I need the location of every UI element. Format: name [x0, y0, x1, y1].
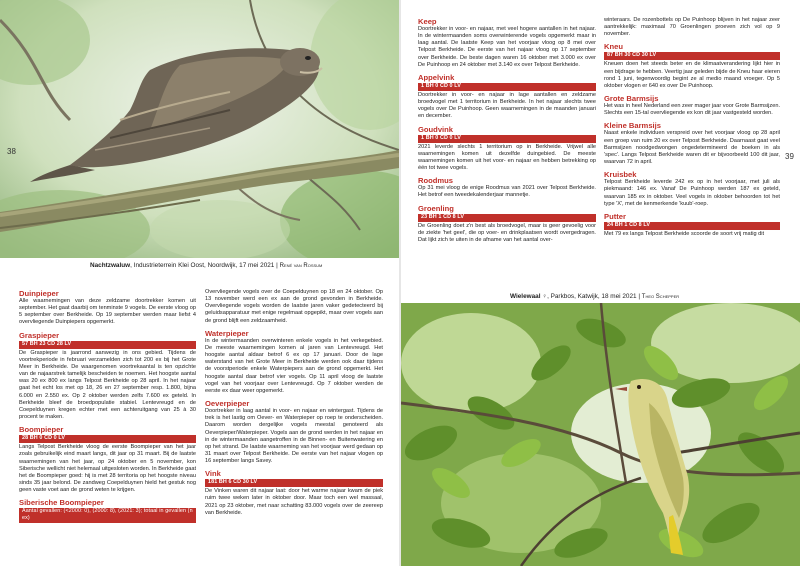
- species-entry-waterpieper: [205, 329, 383, 395]
- species-name: Roodmus: [418, 176, 454, 186]
- species-entry-groenling-cont: [604, 17, 780, 38]
- species-entry-vink: [205, 469, 383, 517]
- photo-nightjar: [0, 0, 399, 258]
- species-name: Appelvink: [418, 72, 455, 82]
- species-entry-roodmus: [418, 176, 596, 199]
- species-stats: 23 BH 1 CD 8 LV: [418, 214, 596, 222]
- species-text: De Vinken waren dit najaar laat: door het warme najaar kwam de piek ruim twee weken later in oktober door. Maar toch een wel massaal, 2021 op 23 oktober, met naar schatting 83.000 vogels over de zeereep van Berkheide.: [205, 488, 383, 516]
- species-name: Groenling: [418, 203, 454, 213]
- species-text: Doortrekker in voor- en najaar, met veel hogere aantallen in het najaar. In de wintermaanden soms overwinterende vogels opgemerkt maar in laag aantal. De laatste Keep van het voorjaar vloog op 8 mei over Telpost Berkheide. De eerste van het najaar vloog op 17 september over Berkheide. De beste dagen waren 16 oktober met 3.000 ex over De Puinhoop en 24 oktober met 3.140 ex over Telpost Berkheide.: [418, 26, 596, 68]
- species-stats: 1 BH 0 CD 0 LV: [418, 83, 596, 91]
- species-name: Putter: [604, 211, 626, 221]
- species-text: Alle waarnemingen van deze zeldzame doortrekker komen uit september. Het gaat daarbij om tenminste 9 vogels. De eerste vloog op 5 september over Berkheide. Op 19 september werden maar liefst 4 overvliegende Duinpiepers opgemerkt.: [19, 298, 196, 326]
- species-entry-siberische-cont: [205, 289, 383, 325]
- species-text: Doortrekker in voor- en najaar in lage aantallen en zeldzame broedvogel met 1 territorium in Berkheide. In het najaar slechts twee vogels over De Puinhoop. Geen waarnemingen in de maanden januari en december.: [418, 91, 596, 120]
- species-entry-oeverpieper: [205, 399, 383, 465]
- species-name: Boompieper: [19, 425, 64, 435]
- column-top-right-1: [418, 17, 596, 248]
- species-text: winteraars. De rozenbottels op De Puinhoop blijven in het najaar zeer aantrekkelijk: maximaal 70 Groenlingen proeven zich vol op 9 november.: [604, 17, 780, 38]
- species-name: Duinpieper: [19, 289, 59, 298]
- species-text: Het was in heel Nederland een zeer mager jaar voor Grote Barmsijzen. Slechts een 15-tal overvliegende ex kon dit jaar vastgesteld worden.: [604, 103, 780, 117]
- species-entry-appelvink: [418, 73, 596, 121]
- caption-oriole: [510, 293, 679, 301]
- species-stats: 28 BH 0 CD 0 LV: [19, 435, 196, 443]
- species-text: Op 31 mei vloog de enige Roodmus van 2021 over Telpost Berkheide. Het betrof een tweedekalenderjaar mannetje.: [418, 185, 596, 199]
- column-top-right-2: [604, 17, 780, 242]
- species-stats: 181 BH 6 CD 30 LV: [205, 479, 383, 487]
- caption-species: Nachtzwaluw: [90, 262, 131, 269]
- species-text: Naast enkele individuen verspreid over het voorjaar vloog op 28 april een groep van ruim 20 ex over Telpost Berkheide. Daarnaast gaat veel Barmsijzen noodgedwongen ongedetermineerd de boeken in als 'spec'. Langs Telpost Berkheide waren dit er bijvoorbeeld 100 dit jaar, waarvan 72 in april.: [604, 130, 780, 166]
- species-text: Doortrekker in laag aantal in voor- en najaar en wintergast. Tijdens de trek is het lastig om Oever- en Waterpieper op roep te onderscheiden. Daarom worden dergelijke vogels meestal genoteerd als Oeverpieper/Waterpieper. Vogels aan de grond werden in het najaar en in de wintermaanden aangetroffen in de Binnen- en Buitenwatering en op het strand. De laatste waarneming van het voorjaar werd gedaan op 31 maart over Telpost Berkheide. De eerste van het najaar vlogen op 16 september langs Savey.: [205, 408, 383, 465]
- species-entry-grote-barmsijs: [604, 94, 780, 117]
- species-text: De Graspieper is jaarrond aanwezig in ons gebied. Tijdens de voortrekperiode in februari verzamelden zich tot 200 ex bij het Grote Meer in Berkheide. De waargenomen voortrekaantal is ten opzichte van de najaarstrek tamelijk bescheiden te noemen. Het hoogste aantal was 20 ex 800 ex langs Telpost Berkheide op 28 april. In het najaar gaat het echt los met op 18, 26 en 27 september resp. 1.800, bijna 6.000 en 2.550 ex. Op 2 oktober werden zelfs 7.600 ex geteld. In Berkheide bleef de broedpopulatie stabiel. Lentevreugd en de Coepelduynen kregen echter met een achteruitgang van 25 à 30 procent te maken.: [19, 349, 196, 421]
- page-number-right: 39: [785, 152, 794, 161]
- species-text: Overvliegende vogels over de Coepelduynen op 18 en 24 oktober. Op 13 november werd een ex aan de grond gevonden in Berkheide. Overvliegende vogels worden de laatste jaren vaker gedetecteerd bij geluidsapparatuur met enige regelmaat opgepikt, maar over vogels aan de grond blijft een zeldzaamheid.: [205, 289, 383, 324]
- species-name: Oeverpieper: [205, 399, 250, 409]
- caption-nightjar: [90, 262, 322, 270]
- species-text: Telpost Berkheide leverde 242 ex op in het voorjaar, met juli als piekmaand: 146 ex. Vanaf De Puinhoop werden 187 ex geteld, waarvan 185 ex in oktober. Veel vogels in oktober behoorden tot het type 'X', met de kenmerkende 'kuub'-roep.: [604, 179, 780, 207]
- page-number-left: 38: [7, 147, 16, 156]
- photo-golden-oriole: [401, 303, 800, 566]
- species-entry-putter: [604, 212, 780, 238]
- species-name: Graspieper: [19, 330, 60, 340]
- species-name: Kleine Barmsijs: [604, 121, 661, 131]
- caption-location: , Industrieterrein Klei Oost, Noordwijk, 17 mei 2021 |: [130, 262, 280, 269]
- species-name: Goudvink: [418, 124, 454, 134]
- species-entry-kruisbek: [604, 170, 780, 208]
- species-stats: Aantal gevallen: (<2000: 0), (2000: 8), (2021: 3); totaal in gevallen (n ex): [19, 508, 196, 523]
- species-name: Grote Barmsijs: [604, 94, 659, 104]
- species-name: Keep: [418, 17, 437, 26]
- species-text: Langs Telpost Berkheide vloog de eerste Boompieper van het jaar zoals gebruikelijk eind maart langs, dit jaar op 31 maart. Bij de laatste waarnemingen van het jaar, op 24 oktober en 5 november, kon Siberische wellicht niet helemaal uitgesloten worden. In Berkheide gaat het de Boompieper goed: hij is met 28 territoria op het hoogste niveau sinds 35 jaar belond. De zandweg Coepelduynen hield het gestuk nog geen vaste voet aan de grond weten te krijgen.: [19, 444, 196, 494]
- species-entry-boompieper: [19, 425, 196, 494]
- species-text: Met 79 ex langs Telpost Berkheide scoorde de soort vrij matig dit: [604, 230, 765, 237]
- species-name: Waterpieper: [205, 328, 249, 338]
- species-text: 2021 leverde slechts 1 territorium op in Berkheide. Vrijwel alle waarnemingen komen uit dezelfde duingebied. De meeste waarnemingen komen uit het voor- en najaar en hebben betrekking op één tot twee vogels.: [418, 143, 596, 172]
- species-stats: 57 BH 23 CD 28 LV: [19, 341, 196, 349]
- species-entry-graspieper: [19, 331, 196, 422]
- column-bottom-left-2: [205, 289, 383, 521]
- species-entry-groenling: [418, 204, 596, 244]
- species-entry-siberische-boompieper: [19, 498, 196, 523]
- species-entry-kneu: [604, 42, 780, 90]
- species-stats: 87 BH 30 CD 30 LV: [604, 52, 780, 60]
- species-entry-keep: [418, 17, 596, 69]
- species-name: Kneu: [604, 42, 623, 52]
- caption-credit: Theo Schepper: [641, 294, 680, 300]
- species-text: Kneuen doen het steeds beter en de klimaatverandering lijkt hier in een bijdrage te hebben. Veertig jaar geleden bijde de Kneu haar eieren rond 1 juni, tegenwoordig begint ze al medio maand vroeger. Op 5 oktober vlogen er 640 ex over De Puinhoop.: [604, 61, 780, 89]
- page-gutter: [399, 0, 401, 566]
- caption-species: Wielewaal: [510, 293, 541, 300]
- species-name: Siberische Boompieper: [19, 498, 104, 508]
- species-entry-duinpieper: [19, 289, 196, 327]
- species-entry-goudvink: [418, 125, 596, 173]
- column-bottom-left-1: [19, 289, 196, 527]
- species-entry-kleine-barmsijs: [604, 121, 780, 166]
- species-stats: 24 BH 1 CD 8 LV: [604, 222, 780, 230]
- caption-location: ♀, Parkbos, Katwijk, 18 mei 2021 |: [540, 293, 642, 300]
- species-text: De Groenling doet z'n best als broedvogel, maar is geer gevoelig voor de ziekte 'het geel', die op voer- en drinkplaatsen wordt overgedragen. Dat lijkt zich te uiten in de afname van het aantal over-: [418, 222, 596, 243]
- species-name: Kruisbek: [604, 170, 637, 180]
- caption-credit: René van Rossum: [279, 263, 323, 269]
- species-name: Vink: [205, 469, 221, 479]
- species-text: In de wintermaanden overwinteren enkele vogels in het verkegebied. De meeste waarnemingen komen al jaren van Lentevreugd. Het hoogste aantal aldaar betrof 6 ex op 17 januari. Door de lage waterstand van het Grote Meer in Berkheide werden ook daar tijdens de voorstperiode enkele Waterpiepers aan de grond opgemerkt. Het hoogste aantal daar betrof vier vogels. Op 11 april vloog de laatste vogel van het voorjaar over Lentevreugd. Op 7 oktober werden de eerste ex daar weer opgemerkt.: [205, 337, 383, 394]
- species-stats: 1 BH 0 CD 0 LV: [418, 135, 596, 143]
